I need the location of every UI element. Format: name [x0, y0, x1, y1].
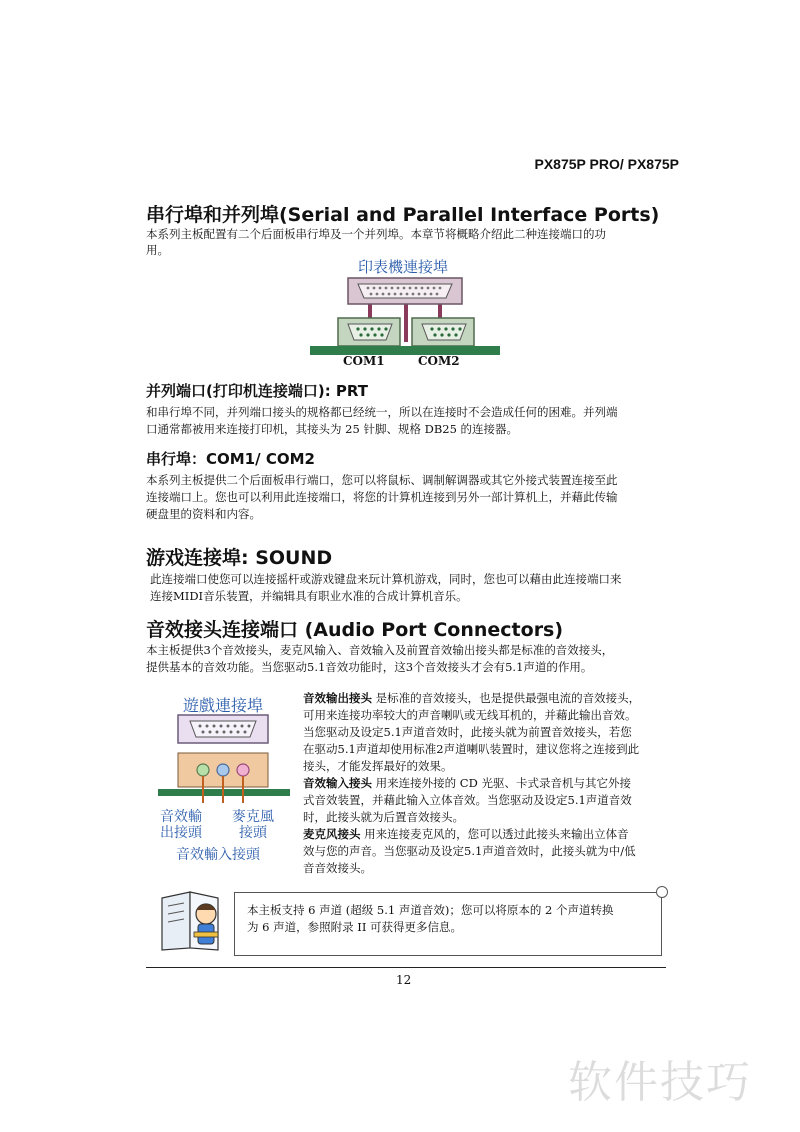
paragraph-line: 本主板提供3个音效接头，麦克风输入、音效输入及前置音效输出接头都是标准的音效接头，	[146, 643, 614, 657]
paragraph-line: 本系列主板配置有二个后面板串行埠及一个并列埠。本章节将概略介绍此二种连接端口的功	[146, 227, 606, 241]
paragraph-line	[303, 775, 640, 792]
printer-com-port-figure	[310, 256, 500, 371]
figure-caption: 遊戲連接埠	[183, 696, 264, 715]
com2-port-icon	[412, 318, 474, 346]
line-in-label: 音效輸入接頭	[176, 847, 260, 863]
line-out-label-line: 音效輸	[160, 809, 202, 825]
paragraph-line	[303, 826, 640, 843]
footer-divider	[146, 967, 666, 968]
note-line: 本主板支持 6 声道 (超级 5.1 声道音效)；您可以将原本的 2 个声道转换	[247, 903, 614, 917]
audio-port-figure	[158, 693, 290, 865]
paragraph-line: 和串行埠不同，并列端口接头的规格都已经统一，所以在连接时不会造成任何的困难。并列端	[146, 405, 618, 419]
line-out-description	[303, 690, 640, 877]
com1-label: COM1	[343, 354, 385, 368]
section-title-audio: 音效接头连接端口 (Audio Port Connectors)	[146, 619, 564, 641]
line-in-jack-icon	[217, 764, 229, 776]
com1-port-icon	[338, 318, 400, 346]
line-in-text: 用来连接外接的 CD 光驱、卡式录音机与其它外接	[372, 776, 631, 790]
section-title-com: 串行埠：COM1/ COM2	[146, 450, 315, 468]
paragraph-line: 本系列主板提供二个后面板串行端口，您可以将鼠标、调制解调器或其它外接式装置连接至此	[146, 473, 618, 487]
section-title-prt: 并列端口(打印机连接端口): PRT	[146, 382, 369, 400]
model-header: PX875P PRO/ PX875P	[534, 156, 679, 172]
paragraph-line: 当您驱动及设定5.1声道音效时，此接头就为前置音效接头，若您	[303, 725, 632, 739]
parallel-port-icon	[348, 278, 462, 304]
paragraph-line: 音音效接头。	[303, 861, 372, 875]
paragraph-line: 连接端口上。您也可以利用此连接端口，将您的计算机连接到另外一部计算机上，并藉此传输	[146, 490, 618, 504]
paragraph-line: 接头，才能发挥最好的效果。	[303, 759, 453, 773]
line-out-label-line: 出接頭	[160, 825, 202, 841]
paragraph-line: 此连接端口使您可以连接摇杆或游戏键盘来玩计算机游戏，同时，您也可以藉由此连接端口来	[150, 572, 622, 586]
line-out-label	[160, 809, 202, 841]
mic-jack-icon	[237, 764, 249, 776]
line-out-jack-icon	[197, 764, 209, 776]
note-box	[234, 892, 662, 956]
paragraph-line: 可用来连接功率较大的声音喇叭或无线耳机的，并藉此输出音效。	[303, 708, 637, 722]
note-line: 为 6 声道，参照附录 II 可获得更多信息。	[247, 920, 463, 934]
paragraph-line: 用。	[146, 243, 169, 257]
paragraph-line: 式音效装置，并藉此输入立体音效。当您驱动及设定5.1声道音效	[303, 793, 632, 807]
scroll-curl	[656, 886, 668, 898]
paragraph-line: 硬盘里的资料和内容。	[146, 507, 261, 521]
paragraph-line: 连接MIDI音乐装置，并编辑具有职业水准的合成计算机音乐。	[150, 589, 468, 603]
mic-label	[232, 809, 274, 841]
game-port-icon	[178, 715, 268, 743]
mic-label-line: 接頭	[239, 825, 267, 841]
paragraph-line: 口通常都被用来连接打印机，其接头为 25 针脚、规格 DB25 的连接器。	[146, 422, 519, 436]
line-in-heading: 音效输入接头	[303, 776, 372, 790]
reader-mascot-icon	[160, 890, 236, 952]
section-title-serial-parallel: 串行埠和并列埠(Serial and Parallel Interface Ports)	[146, 204, 660, 226]
audio-illustration	[158, 713, 290, 803]
port-illustration	[310, 274, 500, 356]
paragraph-line: 提供基本的音效功能。当您驱动5.1音效功能时，这3个音效接头才会有5.1声道的作用。	[146, 660, 593, 674]
line-out-text: 是标准的音效接头，也是提供最强电流的音效接头，	[372, 691, 641, 705]
paragraph-line	[303, 690, 640, 707]
mic-heading: 麦克风接头	[303, 827, 361, 841]
mic-label-line: 麥克風	[232, 809, 274, 825]
paragraph-line: 效与您的声音。当您驱动及设定5.1声道音效时，此接头就为中/低	[303, 844, 636, 858]
paragraph-line: 在驱动5.1声道却使用标准2声道喇叭装置时，建议您将之连接到此	[303, 742, 640, 756]
page-number: 12	[396, 973, 412, 987]
line-out-heading: 音效输出接头	[303, 691, 372, 705]
mic-text: 用来连接麦克风的，您可以透过此接头来输出立体音	[360, 827, 629, 841]
com2-label: COM2	[418, 354, 460, 368]
paragraph-line: 时，此接头就为后置音效接头。	[303, 810, 464, 824]
watermark: 软件技巧	[568, 1057, 752, 1108]
figure-caption: 印表機連接埠	[358, 258, 449, 276]
section-title-sound: 游戏连接埠: SOUND	[146, 547, 333, 569]
